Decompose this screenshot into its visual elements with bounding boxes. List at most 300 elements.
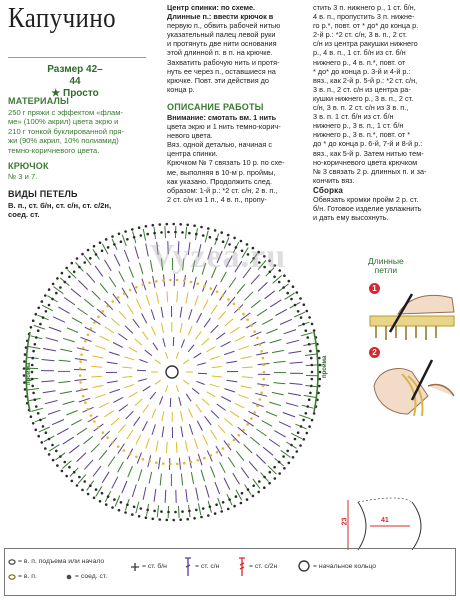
stitch-mark	[237, 284, 245, 293]
chain-stitch-dot	[235, 495, 238, 498]
stitch-mark	[228, 457, 235, 467]
stitch-mark	[28, 347, 40, 349]
chain-stitch-dot	[55, 450, 58, 453]
chain-stitch-dot	[308, 343, 311, 346]
pattern-title: Капучино	[8, 2, 117, 34]
work-description-text	[167, 113, 313, 204]
chain-stitch-dot	[152, 224, 155, 227]
chain-stitch-dot	[84, 340, 87, 343]
text-line: 2 ст. с/н из 1 п., 4 в. п., пропу-	[167, 194, 267, 204]
stitch-mark	[137, 452, 141, 463]
text-line: и дать ему высохнуть.	[313, 213, 389, 223]
chain-stitch-dot	[126, 238, 129, 241]
stitch-mark	[224, 478, 230, 490]
text-line: Внимание: смотать вм. 1 нить	[167, 113, 277, 122]
stitch-mark	[146, 295, 150, 305]
chain-stitch-dot	[102, 310, 105, 313]
stitch-mark	[266, 412, 277, 417]
chain-stitch-dot	[202, 234, 205, 237]
stitch-mark	[183, 380, 189, 384]
materials-heading: МАТЕРИАЛЫ	[8, 96, 70, 106]
chain-stitch-dot	[308, 425, 311, 428]
chain-stitch-dot	[172, 519, 175, 522]
chain-stitch-dot	[242, 313, 245, 316]
stitch-mark	[289, 351, 302, 353]
stitch-mark	[100, 284, 108, 293]
stitch-mark	[95, 266, 103, 277]
chain-stitch-dot	[309, 392, 312, 395]
size-label: Размер 42–44	[47, 64, 103, 87]
chain-stitch-dot	[126, 503, 129, 506]
stitch-mark	[143, 229, 145, 241]
chain-stitch-dot	[133, 236, 136, 239]
chain-stitch-dot	[222, 501, 225, 504]
chain-stitch-dot	[84, 401, 87, 404]
stitch-mark	[84, 299, 93, 307]
chain-stitch-dot	[79, 374, 82, 377]
stitch-mark	[152, 424, 155, 435]
stitch-mark	[142, 332, 148, 340]
stitch-mark	[291, 433, 302, 438]
chain-stitch-dot	[227, 298, 230, 301]
text-line: Крючком № 7 связать 10 р. по схе-	[167, 158, 285, 168]
chain-stitch-dot	[56, 464, 59, 467]
chain-stitch-dot	[313, 412, 316, 415]
chain-stitch-dot	[233, 303, 236, 306]
chain-stitch-dot	[318, 357, 321, 360]
chain-stitch-dot	[35, 336, 38, 339]
chain-stitch-dot	[197, 282, 200, 285]
stitch-mark	[221, 397, 231, 402]
text-line: вяз., как 2-й р. 5-й р.: *2 ст. с/н,	[313, 75, 418, 85]
stitch-mark	[251, 275, 260, 285]
chain-stitch-dot	[120, 501, 123, 504]
stitch-mark	[205, 485, 209, 497]
chain-stitch-dot	[65, 267, 68, 270]
chain-stitch-dot	[105, 503, 108, 506]
chain-stitch-dot	[138, 226, 141, 229]
chain-stitch-dot	[253, 411, 256, 414]
chain-stitch-dot	[256, 405, 259, 408]
stitch-mark	[135, 399, 142, 406]
chain-stitch-dot	[35, 405, 38, 408]
stitch-mark	[84, 436, 93, 444]
chain-stitch-dot	[64, 461, 67, 464]
stitch-mark	[42, 360, 55, 361]
stitch-mark	[151, 326, 155, 335]
stitch-mark	[202, 338, 209, 345]
chain-stitch-dot	[220, 510, 223, 513]
stitch-mark	[105, 301, 113, 310]
chain-stitch-dot	[97, 316, 100, 319]
chain-stitch-dot	[37, 307, 40, 310]
treble-crochet-symbol	[237, 557, 247, 577]
stitch-mark	[211, 430, 217, 439]
materials-text	[8, 108, 158, 155]
chain-stitch-dot	[34, 343, 37, 346]
text-line: указательный палец левой руки	[167, 30, 276, 40]
stitch-mark	[155, 380, 161, 384]
stitch-mark	[180, 323, 182, 333]
stitch-mark	[91, 376, 102, 377]
stitch-mark	[193, 277, 196, 289]
stitch-mark	[279, 422, 291, 428]
stitch-mark	[118, 334, 127, 340]
stitch-mark	[176, 352, 178, 359]
stitch-mark	[96, 486, 102, 496]
stitch-mark	[192, 388, 199, 394]
text-line: как указано. Продолжить след.	[167, 176, 272, 186]
stitch-mark	[195, 331, 201, 339]
text-line: стить 3 п. нижнего р., 1 ст. б/н,	[313, 3, 416, 12]
chain-stitch-dot	[30, 415, 33, 418]
chain-stitch-dot	[260, 350, 263, 353]
chain-stitch-dot	[39, 323, 42, 326]
materials-line: 210 г тонкой буклированной пря-	[8, 126, 124, 136]
chain-stitch-dot	[278, 472, 281, 475]
stitch-mark	[78, 308, 88, 315]
chain-stitch-dot	[160, 231, 163, 234]
chain-stitch-dot	[290, 298, 293, 301]
chain-stitch-dot	[111, 506, 114, 509]
chain-stitch-dot	[241, 492, 244, 495]
chain-stitch-dot	[48, 438, 51, 441]
chain-stitch-dot	[117, 445, 120, 448]
stitch-mark	[154, 489, 156, 502]
text-line: ме, выполняя в 10-м р. проймы,	[167, 167, 276, 177]
chain-stitch-dot	[140, 234, 143, 237]
stitch-mark	[139, 360, 147, 363]
stitch-mark	[93, 385, 104, 387]
stitch-mark	[48, 410, 60, 414]
stitch-mark	[185, 441, 187, 452]
legend-item: = в. п.	[18, 573, 37, 580]
stitch-mark	[186, 293, 188, 304]
stitch-types-line: В. п., ст. б/н, ст. с/н, ст. с/2н,	[8, 201, 112, 210]
stitch-mark	[142, 313, 147, 323]
chain-stitch-dot	[129, 289, 132, 292]
stitch-mark	[72, 318, 83, 324]
text-line: но-коричневого цвета крючком	[313, 157, 418, 167]
chain-stitch-dot	[288, 280, 291, 283]
chain-stitch-dot	[306, 336, 309, 339]
assembly-heading: Сборка	[313, 186, 344, 195]
stitch-mark	[269, 402, 281, 406]
chain-stitch-dot	[124, 230, 127, 233]
chain-stitch-dot	[278, 461, 281, 464]
text-line: до * до конца р. 6-й, 7-й и 8-й р.:	[313, 139, 423, 149]
stitch-mark	[127, 305, 133, 314]
stitch-mark	[138, 379, 147, 381]
text-line: кончить вяз.	[313, 175, 355, 185]
stitch-mark	[197, 363, 206, 365]
stitch-mark	[163, 338, 165, 347]
text-line: с/н, 3 в. п. 2 ст. с/н из 3 в. п.,	[313, 103, 409, 113]
stitch-mark	[111, 318, 119, 325]
stitch-mark	[203, 435, 208, 445]
text-line: Захватить рабочую нить и протя-	[167, 57, 280, 67]
stitch-mark	[54, 287, 64, 294]
rows-instructions	[313, 3, 459, 185]
chain-stitch-dot	[55, 292, 58, 295]
stitch-mark	[188, 345, 194, 352]
text-line: с/н из центра ракушки нижнего	[313, 39, 418, 49]
assembly-block	[313, 186, 459, 222]
stitch-mark	[99, 403, 109, 408]
chain-stitch-dot	[262, 378, 265, 381]
stitch-mark	[135, 339, 142, 346]
legend-item: = ст. с/н	[195, 563, 220, 570]
chain-stitch-dot	[45, 431, 48, 434]
text-line: нуть ее через п., оставшиеся на	[167, 66, 276, 76]
stitch-mark	[181, 426, 183, 437]
chain-stitch-dot	[89, 484, 92, 487]
chain-stitch-dot	[32, 319, 35, 322]
chain-stitch-dot	[159, 518, 162, 521]
chain-stitch-dot	[253, 330, 256, 333]
stitch-mark	[256, 353, 268, 355]
chain-stitch-dot	[123, 292, 126, 295]
chain-symbol	[8, 573, 16, 581]
chain-stitch-dot	[190, 461, 193, 464]
stitch-mark	[230, 327, 239, 333]
stitch-mark	[122, 235, 126, 246]
stitch-mark	[242, 367, 253, 368]
chain-stitch-dot	[303, 303, 306, 306]
stitch-mark	[201, 470, 204, 482]
stitch-mark	[177, 291, 178, 302]
chain-stitch-dot	[256, 337, 259, 340]
chain-stitch-dot	[252, 495, 255, 498]
long-loops-title-line: петли	[374, 265, 398, 275]
chain-stitch-dot	[135, 286, 138, 289]
stitch-mark	[115, 495, 120, 506]
chain-stitch-dot	[183, 462, 186, 465]
stitch-mark	[301, 333, 313, 336]
stitch-mark	[58, 307, 69, 314]
chain-stitch-dot	[146, 233, 149, 236]
dim-armhole-height: 23	[341, 517, 349, 526]
chain-stitch-dot	[310, 357, 313, 360]
chain-stitch-dot	[299, 444, 302, 447]
chain-stitch-dot	[210, 454, 213, 457]
chain-stitch-dot	[167, 511, 170, 514]
stitch-mark	[125, 326, 133, 334]
legend-item: = соед. ст.	[75, 573, 108, 580]
stitch-mark	[84, 460, 93, 470]
chain-stitch-dot	[111, 235, 114, 238]
stitch-mark	[283, 413, 295, 417]
chain-stitch-dot	[80, 388, 83, 391]
watermark: Vyzea.ru	[150, 238, 287, 275]
chain-stitch-dot	[79, 360, 82, 363]
stitch-mark	[212, 367, 222, 368]
stitch-mark	[251, 300, 260, 308]
chain-stitch-dot	[142, 283, 145, 286]
stitch-mark	[90, 318, 100, 325]
armhole-label-right: пройма	[322, 355, 328, 378]
stitch-mark	[195, 295, 199, 305]
chain-stitch-dot	[131, 513, 134, 516]
chain-stitch-dot	[247, 488, 250, 491]
stitch-mark	[99, 451, 107, 460]
chain-stitch-dot	[188, 510, 191, 513]
chain-stitch-dot	[207, 514, 210, 517]
stitch-mark	[107, 362, 118, 364]
stitch-mark	[166, 442, 167, 453]
stitch-mark	[134, 417, 140, 426]
stitch-mark	[128, 466, 133, 477]
slip-stitch-symbol	[65, 573, 73, 581]
stitch-mark	[157, 505, 158, 517]
stitch-mark	[77, 453, 87, 462]
stitch-mark	[186, 394, 191, 402]
chain-stitch-dot	[214, 512, 217, 515]
stitch-mark	[226, 380, 237, 382]
text-line: нижнего р., 3 в. п., 1 ст. б/н	[313, 121, 404, 131]
legend-item: = начальное кольцо	[313, 563, 377, 570]
chain-stitch-dot	[101, 492, 104, 495]
assembly-text	[313, 195, 459, 222]
stitch-mark	[188, 409, 192, 418]
chain-stitch-dot	[227, 234, 230, 237]
chain-stitch-dot	[155, 461, 158, 464]
chain-stitch-dot	[300, 425, 303, 428]
chain-stitch-dot	[48, 453, 51, 456]
chain-stitch-dot	[113, 498, 116, 501]
stitch-mark	[105, 260, 112, 271]
stitch-mark	[179, 397, 181, 406]
chain-stitch-dot	[32, 422, 35, 425]
chain-stitch-dot	[181, 231, 184, 234]
chain-stitch-dot	[311, 419, 314, 422]
chain-stitch-dot	[87, 249, 90, 252]
chain-stitch-dot	[111, 300, 114, 303]
materials-line: темно-коричневого цвета.	[8, 145, 100, 155]
chain-stitch-dot	[81, 253, 84, 256]
chain-stitch-dot	[102, 431, 105, 434]
stitch-mark	[165, 490, 166, 503]
chain-stitch-dot	[195, 233, 198, 236]
stitch-mark	[119, 271, 125, 282]
chain-stitch-dot	[305, 412, 308, 415]
chain-stitch-dot	[93, 321, 96, 324]
stitch-mark	[196, 488, 199, 501]
stitch-mark	[299, 415, 310, 419]
chain-stitch-dot	[124, 511, 127, 514]
chain-stitch-dot	[278, 281, 281, 284]
text-line: невого цвета.	[167, 131, 213, 141]
stitch-mark	[100, 336, 110, 341]
chain-stitch-dot	[259, 398, 262, 401]
chain-stitch-dot	[133, 506, 136, 509]
stitch-mark	[224, 351, 234, 354]
stitch-mark	[196, 381, 204, 384]
stitch-types-text	[8, 201, 111, 220]
chain-stitch-dot	[183, 280, 186, 283]
step-2-badge: 2	[369, 347, 380, 358]
stitch-mark	[135, 246, 139, 258]
text-line: б/н. Готовое изделие увлажнить	[313, 204, 422, 214]
stitch-mark	[143, 386, 151, 391]
chain-stitch-dot	[81, 489, 84, 492]
text-line: 2-й р.: *2 ст. с/н, 3 в. п., 2 ст.	[313, 30, 407, 40]
chain-stitch-dot	[82, 347, 85, 350]
stitch-mark	[93, 356, 104, 358]
stitch-mark	[109, 277, 116, 287]
stitch-mark	[288, 393, 301, 395]
chain-stitch-dot	[39, 419, 42, 422]
chain-stitch-dot	[56, 277, 59, 280]
stitch-mark	[93, 466, 101, 476]
stitch-mark	[196, 404, 202, 412]
stitch-mark	[179, 458, 180, 470]
chain-stitch-dot	[282, 455, 285, 458]
stitch-mark	[39, 427, 50, 432]
stitch-mark	[207, 347, 216, 352]
chain-stitch-dot	[233, 505, 236, 508]
chain-stitch-dot	[238, 434, 241, 437]
chain-stitch-dot	[79, 367, 82, 370]
text-line: * до* до конца р. 3-й и 4-й р.:	[313, 66, 411, 76]
chain-stitch-dot	[95, 488, 98, 491]
stitch-mark	[266, 329, 277, 334]
text-line: центра спинки.	[167, 149, 218, 159]
chain-stitch-dot	[71, 480, 74, 483]
stitch-mark	[45, 401, 58, 404]
chain-stitch-dot	[35, 429, 38, 432]
stitch-mark	[202, 399, 209, 406]
stitch-mark	[124, 250, 129, 262]
magic-ring-mark	[166, 366, 178, 378]
stitch-mark	[249, 461, 258, 471]
stitch-mark	[41, 381, 54, 382]
chain-stitch-dot	[64, 281, 67, 284]
single-crochet-symbol	[130, 562, 140, 572]
stitch-mark	[205, 416, 212, 425]
chain-stitch-dot	[193, 224, 196, 227]
stitch-mark	[143, 421, 148, 431]
stitch-mark	[167, 291, 168, 302]
chain-stitch-dot	[303, 438, 306, 441]
chain-stitch-dot	[155, 280, 158, 283]
stitch-mark	[217, 404, 226, 410]
stitch-mark	[77, 428, 87, 435]
text-line: этой длинной п. в п. на крючке.	[167, 48, 273, 58]
stitch-mark	[42, 305, 53, 310]
chain-stitch-dot	[311, 371, 314, 374]
chain-stitch-dot	[76, 484, 79, 487]
stitch-mark	[211, 466, 216, 477]
long-loop-illustration-1	[368, 292, 458, 344]
stitch-mark	[238, 346, 248, 350]
stitch-mark	[181, 411, 183, 421]
stitch-mark	[262, 421, 273, 427]
chain-stitch-dot	[252, 484, 255, 487]
chain-stitch-dot	[260, 391, 263, 394]
chain-stitch-dot	[73, 471, 76, 474]
stitch-mark	[138, 469, 142, 481]
chain-stitch-dot	[48, 304, 51, 307]
stitch-mark	[176, 385, 178, 392]
stitch-types-line: соед. ст.	[8, 210, 40, 220]
stitch-mark	[224, 441, 231, 451]
stitch-mark	[69, 445, 79, 453]
chain-stitch-dot	[311, 378, 314, 381]
chain-stitch-dot	[37, 329, 40, 332]
text-line: го р.*, повт. от * до* до конца р.	[313, 21, 419, 31]
stitch-mark	[46, 338, 59, 341]
